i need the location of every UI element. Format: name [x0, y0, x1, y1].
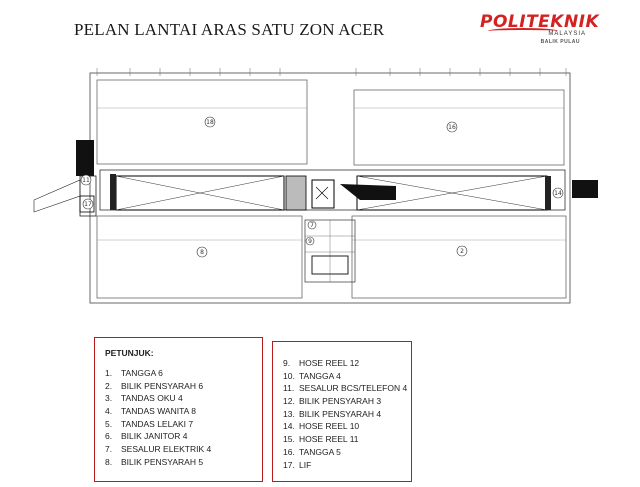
legend-num: 14.	[283, 421, 295, 432]
legend-num: 2.	[105, 380, 113, 391]
legend-item	[105, 443, 262, 456]
legend-label: TANDAS LELAKI 7	[121, 418, 194, 429]
legend-num: 3.	[105, 393, 113, 404]
legend-label: BILIK PENSYARAH 3	[299, 396, 382, 407]
legend-left	[94, 337, 263, 482]
legend-item	[283, 408, 411, 421]
page-title: PELAN LANTAI ARAS SATU ZON ACER	[74, 20, 385, 39]
logo-brand: POLITEKNIK	[480, 12, 600, 32]
left-stair-tower	[76, 140, 94, 176]
legend-label: TANDAS OKU 4	[121, 393, 183, 404]
legend-item	[283, 433, 411, 446]
legend-right	[272, 341, 412, 482]
legend-label: TANDAS WANITA 8	[121, 406, 196, 417]
legend-item	[283, 370, 411, 383]
legend-left-list	[105, 367, 262, 469]
legend-item	[283, 459, 411, 472]
room-2-block	[352, 216, 566, 298]
legend-num: 5.	[105, 418, 113, 429]
legend-num: 12.	[283, 396, 295, 407]
legend-label: TANGGA 4	[299, 370, 341, 381]
label-room-9: 9	[308, 238, 312, 245]
legend-num: 6.	[105, 431, 113, 442]
legend-item	[105, 405, 262, 418]
legend-item	[283, 420, 411, 433]
legend-item	[283, 357, 411, 370]
legend-heading: PETUNJUK:	[105, 348, 154, 358]
legend-num: 9.	[283, 358, 291, 368]
legend-num: 15.	[283, 434, 295, 445]
room-16-block	[354, 90, 564, 165]
legend-item	[283, 382, 411, 395]
right-stair-tower	[572, 180, 598, 198]
legend-label: HOSE REEL 11	[299, 434, 359, 445]
legend-item	[105, 367, 262, 380]
legend-num: 13.	[283, 408, 295, 419]
stair-core	[286, 176, 306, 210]
label-room-18: 18	[206, 119, 214, 126]
legend-label: TANGGA 6	[121, 368, 163, 378]
legend-label: HOSE REEL 12	[299, 358, 360, 368]
room-8-block	[97, 216, 302, 298]
legend-label: BILIK PENSYARAH 6	[121, 380, 204, 391]
legend-item	[105, 456, 262, 469]
legend-right-list	[283, 357, 411, 471]
legend-num: 7.	[105, 444, 113, 455]
logo-campus: BALIK PULAU	[540, 39, 580, 45]
legend-label: TANGGA 5	[299, 446, 341, 457]
legend-item	[105, 430, 262, 443]
label-room-8: 8	[200, 249, 204, 256]
logo-country: MALAYSIA	[548, 31, 586, 37]
legend-item	[105, 392, 262, 405]
label-room-2: 2	[460, 248, 464, 255]
label-room-14: 14	[554, 190, 562, 197]
label-room-16: 16	[448, 124, 456, 131]
legend-num: 4.	[105, 406, 113, 417]
legend-item	[283, 446, 411, 459]
legend-item	[105, 418, 262, 431]
label-room-7: 7	[310, 222, 314, 229]
room-18-block	[97, 80, 307, 164]
legend-label: SESALUR BCS/TELEFON 4	[299, 383, 408, 394]
legend-num: 1.	[105, 368, 113, 378]
legend-num: 10.	[283, 370, 295, 381]
legend-label: HOSE REEL 10	[299, 421, 360, 432]
legend-label: BILIK PENSYARAH 4	[299, 408, 382, 419]
legend-item	[105, 380, 262, 393]
legend-num: 17.	[283, 459, 295, 470]
legend-label: BILIK JANITOR 4	[121, 431, 188, 442]
legend-num: 11.	[283, 383, 295, 394]
legend-num: 8.	[105, 456, 113, 467]
legend-label: LIF	[299, 459, 312, 470]
legend-num: 16.	[283, 446, 295, 457]
legend-item	[283, 395, 411, 408]
label-room-11: 11	[82, 177, 90, 184]
legend-label: SESALUR ELEKTRIK 4	[121, 444, 212, 455]
legend-label: BILIK PENSYARAH 5	[121, 456, 204, 467]
label-room-17: 17	[84, 201, 92, 208]
